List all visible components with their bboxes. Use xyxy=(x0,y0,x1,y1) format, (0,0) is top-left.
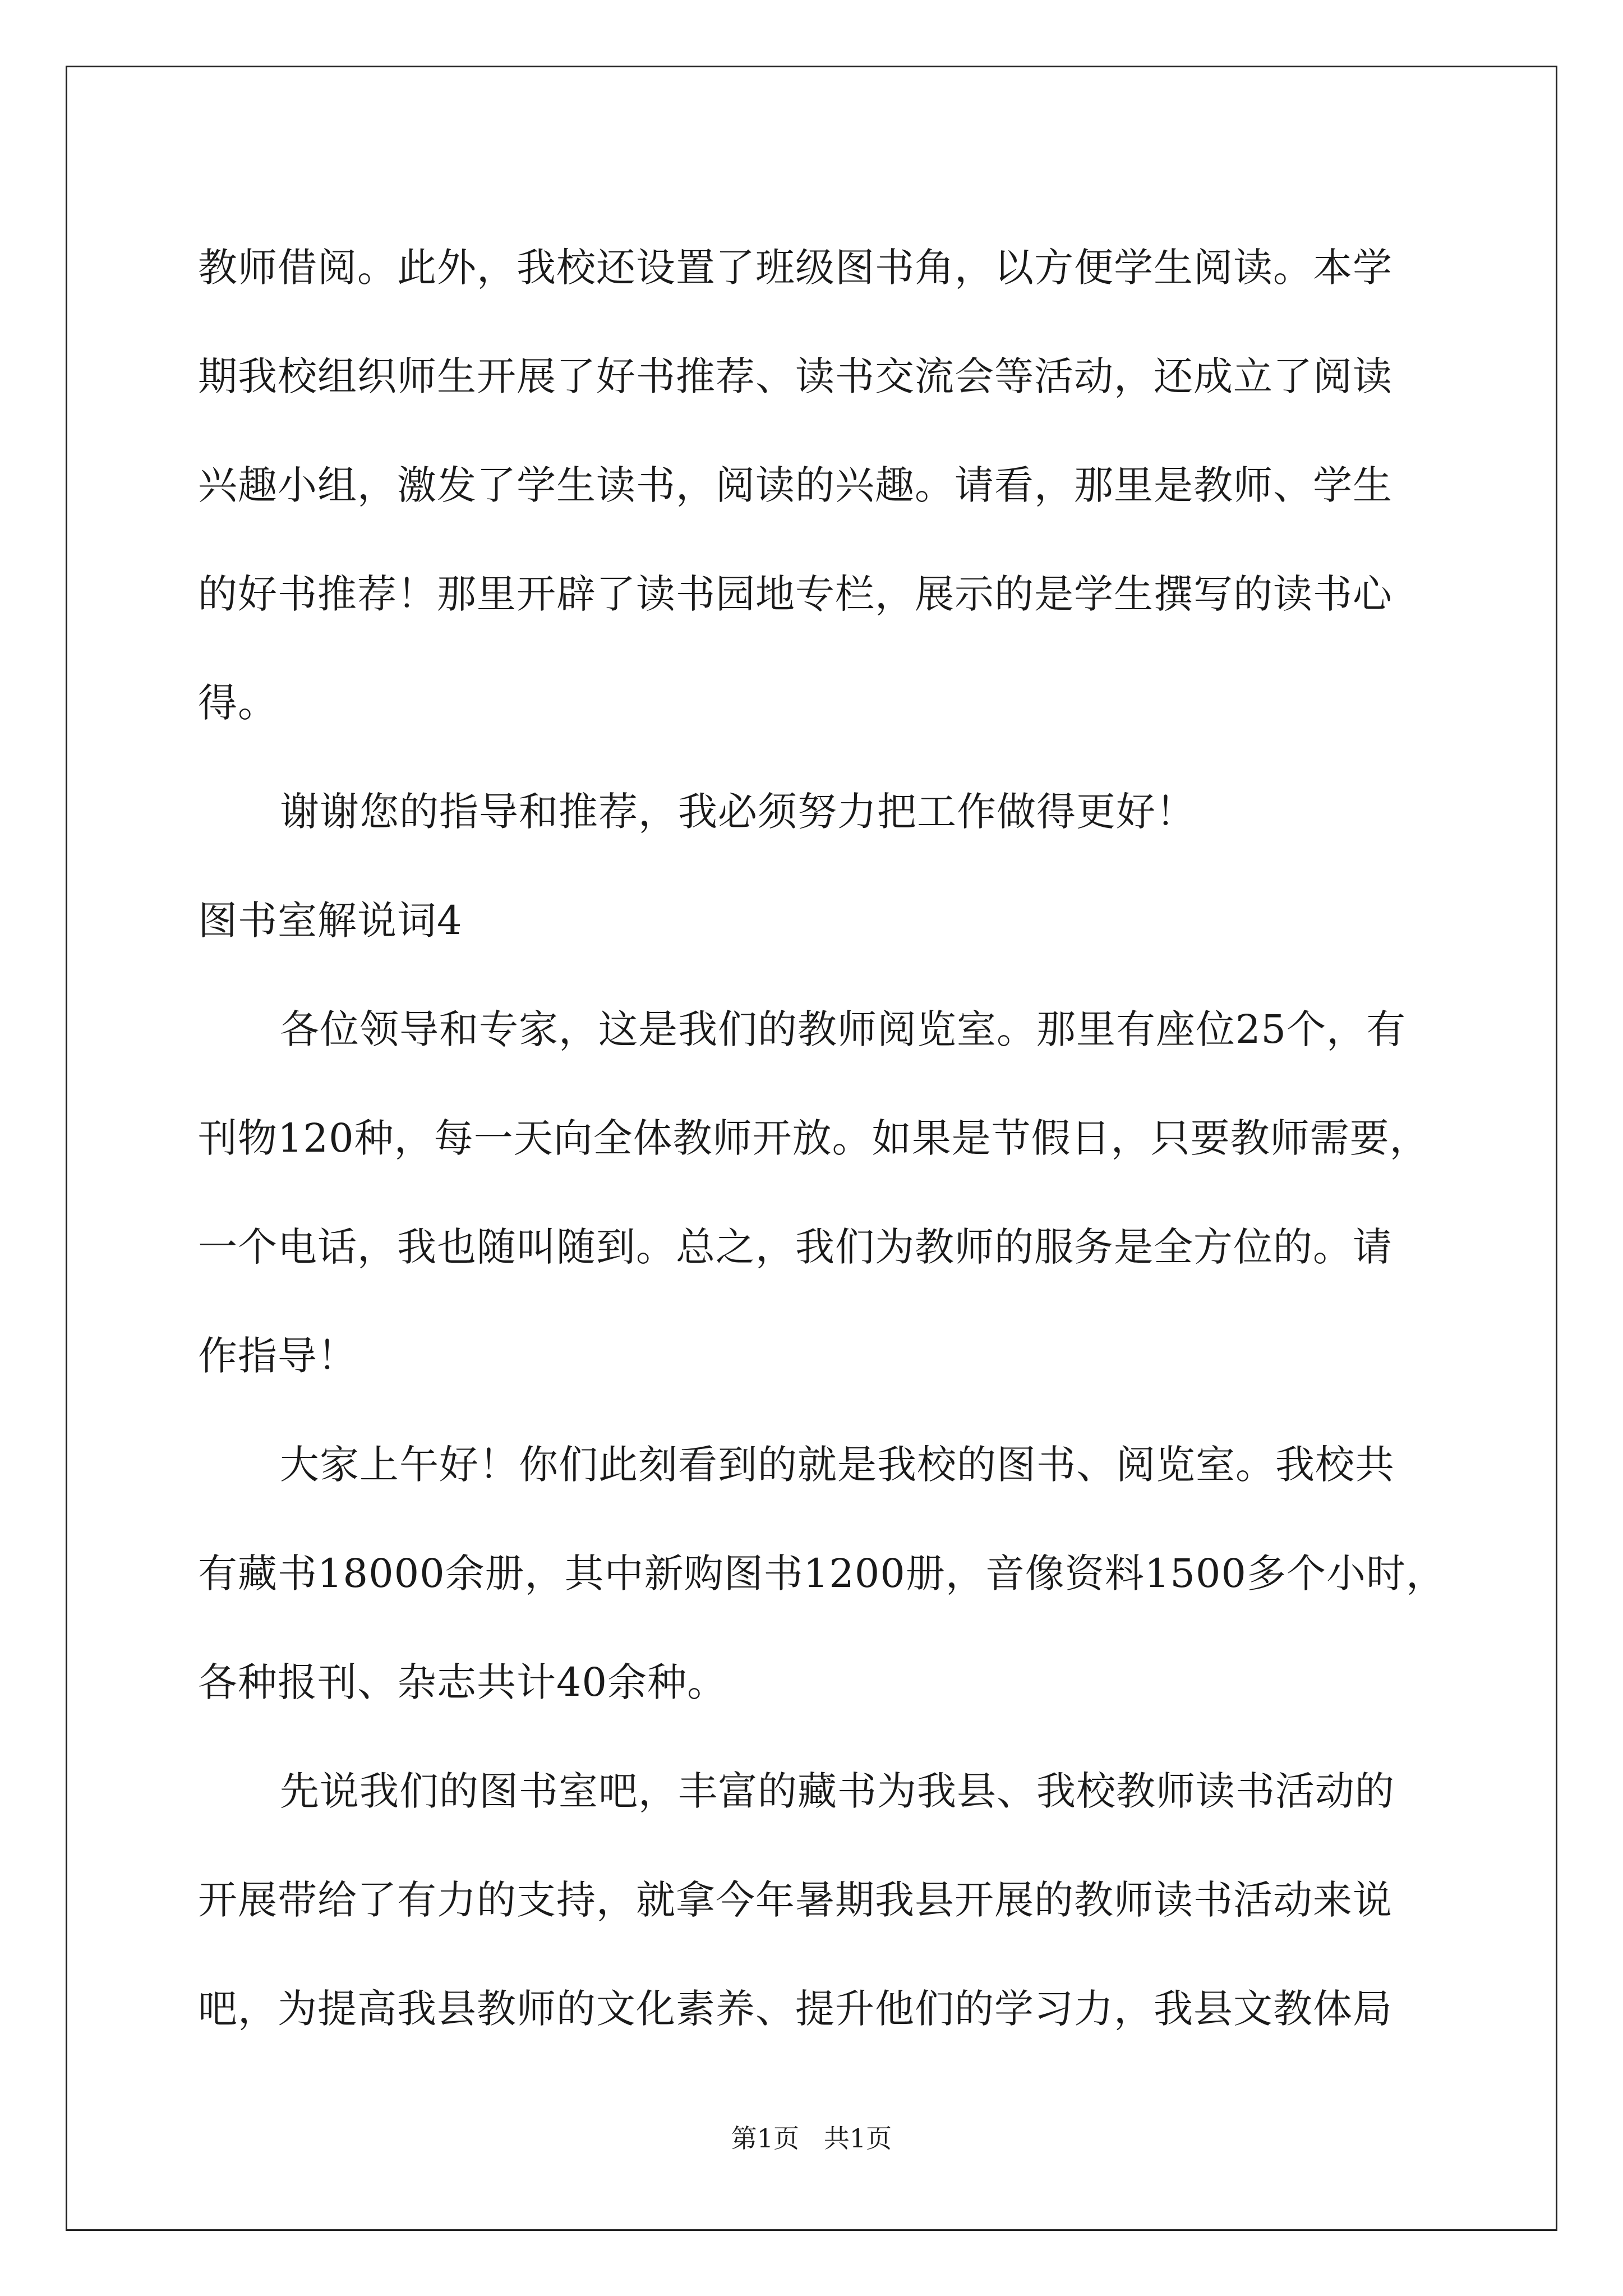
text-line: 开展带给了有力的支持，就拿今年暑期我县开展的教师读书活动来说 xyxy=(198,1877,1393,1923)
text-line: 有藏书18000余册，其中新购图书1200册，音像资料1500多个小时， xyxy=(198,1550,1446,1596)
text-line: 得。 xyxy=(198,680,278,726)
text-line: 期我校组织师生开展了好书推荐、读书交流会等活动，还成立了阅读 xyxy=(198,353,1393,399)
section-heading: 图书室解说词4 xyxy=(198,898,463,944)
text-line: 兴趣小组，激发了学生读书，阅读的兴趣。请看，那里是教师、学生 xyxy=(198,462,1393,508)
page-footer: 第1页 共1页 xyxy=(731,2123,892,2154)
text-line: 吧，为提高我县教师的文化素养、提升他们的学习力，我县文教体局 xyxy=(198,1986,1393,2032)
text-line: 各位领导和专家，这是我们的教师阅览室。那里有座位25个，有 xyxy=(280,1006,1407,1052)
text-line: 作指导！ xyxy=(198,1333,357,1379)
text-line: 先说我们的图书室吧，丰富的藏书为我县、我校教师读书活动的 xyxy=(280,1768,1395,1814)
text-line: 大家上午好！你们此刻看到的就是我校的图书、阅览室。我校共 xyxy=(280,1442,1395,1488)
text-line: 各种报刊、杂志共计40余种。 xyxy=(198,1659,727,1705)
text-line: 刊物120种，每一天向全体教师开放。如果是节假日，只要教师需要， xyxy=(198,1115,1430,1161)
text-line: 教师借阅。此外，我校还设置了班级图书角，以方便学生阅读。本学 xyxy=(198,245,1393,291)
text-line: 谢谢您的指导和推荐，我必须努力把工作做得更好！ xyxy=(280,789,1196,835)
document-body xyxy=(198,213,1446,2063)
text-line: 的好书推荐！那里开辟了读书园地专栏，展示的是学生撰写的读书心 xyxy=(198,571,1393,617)
text-line: 一个电话，我也随叫随到。总之，我们为教师的服务是全方位的。请 xyxy=(198,1224,1393,1270)
